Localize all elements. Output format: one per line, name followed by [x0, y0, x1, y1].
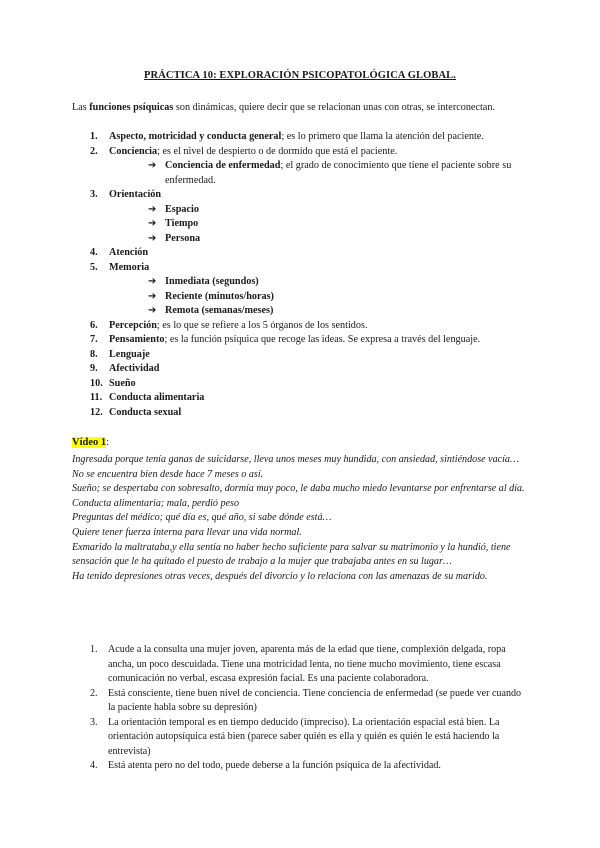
analysis-number: 2.: [90, 687, 98, 699]
function-item: [72, 145, 532, 189]
function-item: [72, 261, 532, 319]
function-description: ; es lo primero que llama la atención del paciente.: [281, 131, 484, 142]
page-title: PRÁCTICA 10: EXPLORACIÓN PSICOPATOLÓGICA GLOBAL.: [144, 70, 456, 81]
function-description: ; es el nivel de despierto o de dormido que está el paciente.: [157, 145, 398, 157]
video-note-paragraph: Sueño; se despertaba con sobresalto, dormía muy poco, le daba mucho miedo levantarse por enfrentarse al día.: [72, 483, 525, 495]
function-subitem: [148, 304, 532, 319]
analysis-text: Está consciente, tiene buen nivel de conciencia. Tiene conciencia de enfermedad (se puede ver cuando la paciente habla sobre su depresión): [108, 687, 522, 713]
function-subitem: [148, 275, 532, 290]
intro-suffix: son dinámicas, quiere decir que se relacionan unas con otras, se interconectan.: [173, 102, 495, 113]
arrow-right-icon: ➔: [148, 160, 157, 171]
analysis-item: [90, 687, 530, 716]
function-sublist: [109, 159, 532, 188]
arrow-right-icon: ➔: [148, 203, 157, 215]
analysis-item: [90, 643, 530, 687]
function-label: Conciencia: [109, 145, 158, 157]
function-number: 6.: [90, 319, 98, 331]
function-label: Memoria: [109, 261, 150, 273]
function-number: 7.: [90, 334, 98, 345]
analysis-number: 3.: [90, 716, 98, 728]
video-title-highlight: Vídeo 1: [72, 437, 107, 448]
video-notes: [72, 453, 527, 584]
function-number: 3.: [90, 189, 98, 200]
function-number: 12.: [90, 406, 103, 418]
intro-prefix: Las: [72, 102, 90, 113]
arrow-right-icon: ➔: [148, 218, 157, 229]
function-item: [72, 246, 532, 261]
function-label: Conducta sexual: [109, 406, 182, 418]
analysis-text: La orientación temporal es en tiempo deducido (impreciso). La orientación espacial está bien. La orientación autopsíquica está bien (parece saber quién es ella y quién es quién le está haciendo la entrevista): [108, 716, 500, 757]
function-item: [72, 319, 532, 334]
function-number: 1.: [90, 131, 98, 142]
analysis-item: [90, 716, 530, 760]
function-number: 9.: [90, 363, 98, 374]
function-subitem: [148, 203, 532, 218]
video-heading: [72, 437, 109, 448]
video-note-paragraph: Conducta alimentaria; mala, perdió peso: [72, 497, 240, 509]
intro-bold-term: funciones psíquicas: [89, 102, 174, 113]
function-item: [72, 377, 532, 392]
intro-paragraph: [72, 101, 512, 115]
psychic-functions-list: [72, 130, 532, 420]
subitem-label: Inmediata (segundos): [165, 276, 259, 287]
arrow-right-icon: ➔: [148, 290, 157, 302]
function-item: [72, 391, 532, 406]
function-subitem: [148, 217, 532, 232]
subitem-description: ; el grado de conocimiento que tiene el paciente sobre su enfermedad.: [165, 160, 512, 186]
function-item: [72, 130, 532, 145]
function-item: [72, 188, 532, 246]
analysis-number: 4.: [90, 760, 98, 771]
function-label: Percepción: [109, 319, 157, 331]
function-label: Afectividad: [109, 363, 160, 374]
function-number: 10.: [90, 377, 103, 389]
subitem-label: Reciente (minutos/horas): [165, 290, 274, 302]
function-label: Lenguaje: [109, 348, 150, 360]
function-label: Orientación: [109, 189, 162, 200]
function-item: [72, 406, 532, 421]
function-subitem: [148, 290, 532, 305]
function-description: ; es lo que se refiere a los 5 órganos de los sentidos.: [156, 319, 368, 331]
video-note-paragraph: Quiere tener fuerza interna para llevar una vida normal.: [72, 526, 302, 538]
function-sublist: [109, 275, 532, 319]
subitem-label: Remota (semanas/meses): [165, 305, 274, 316]
video-note-paragraph: Ingresada porque tenía ganas de suicidarse, lleva unos meses muy hundida, con ansiedad, sintiéndose vacía… No se encuentra bien desde hace 7 meses o así.: [72, 454, 519, 480]
function-sublist: [109, 203, 532, 247]
subitem-label: Espacio: [165, 203, 199, 215]
analysis-text: Está atenta pero no del todo, puede deberse a la función psíquica de la afectividad.: [108, 760, 441, 771]
analysis-number: 1.: [90, 644, 98, 655]
function-number: 4.: [90, 247, 98, 258]
function-subitem: [148, 159, 532, 188]
function-number: 11.: [90, 392, 103, 403]
arrow-right-icon: ➔: [148, 305, 157, 316]
video-note-paragraph: Exmarido la maltrataba,y ella sentía no haber hecho suficiente para salvar su matrimonio y la hundió, tiene sensación que le ha quitado el puesto de trabajo a la mujer que trabajaba antes en su lugar…: [72, 541, 511, 568]
function-label: Conducta alimentaria: [109, 392, 205, 403]
subitem-label: Conciencia de enfermedad: [165, 160, 281, 171]
function-subitem: [148, 232, 532, 247]
function-item: [72, 348, 532, 363]
video-title-colon: :: [106, 437, 110, 448]
video-note-paragraph: Ha tenido depresiones otras veces, después del divorcio y lo relaciona con las amenazas de su marido.: [72, 570, 488, 582]
function-item: [72, 362, 532, 377]
function-number: 5.: [90, 261, 98, 273]
function-label: Atención: [109, 247, 149, 258]
function-label: Aspecto, motricidad y conducta general: [109, 131, 282, 142]
video-note-paragraph: Preguntas del médico; qué día es, qué año, si sabe dónde está…: [72, 512, 332, 524]
analysis-text: Acude a la consulta una mujer joven, aparenta más de la edad que tiene, complexión delgada, ropa ancha, un poco descuidada. Tiene una motricidad lenta, no tiene mucho movimiento, tiene escasa comunicación no verbal, escasa expresión facial. Es una paciente colaboradora.: [108, 644, 506, 684]
function-description: ; es la función psíquica que recoge las ideas. Se expresa a través del lenguaje.: [164, 334, 481, 345]
arrow-right-icon: ➔: [148, 232, 157, 244]
subitem-label: Persona: [165, 232, 201, 244]
analysis-item: [90, 759, 530, 774]
subitem-label: Tiempo: [165, 218, 199, 229]
analysis-list: [90, 643, 530, 774]
function-label: Sueño: [109, 377, 136, 389]
function-number: 8.: [90, 348, 98, 360]
function-label: Pensamiento: [109, 334, 165, 345]
arrow-right-icon: ➔: [148, 276, 157, 287]
function-number: 2.: [90, 145, 98, 157]
function-item: [72, 333, 532, 348]
